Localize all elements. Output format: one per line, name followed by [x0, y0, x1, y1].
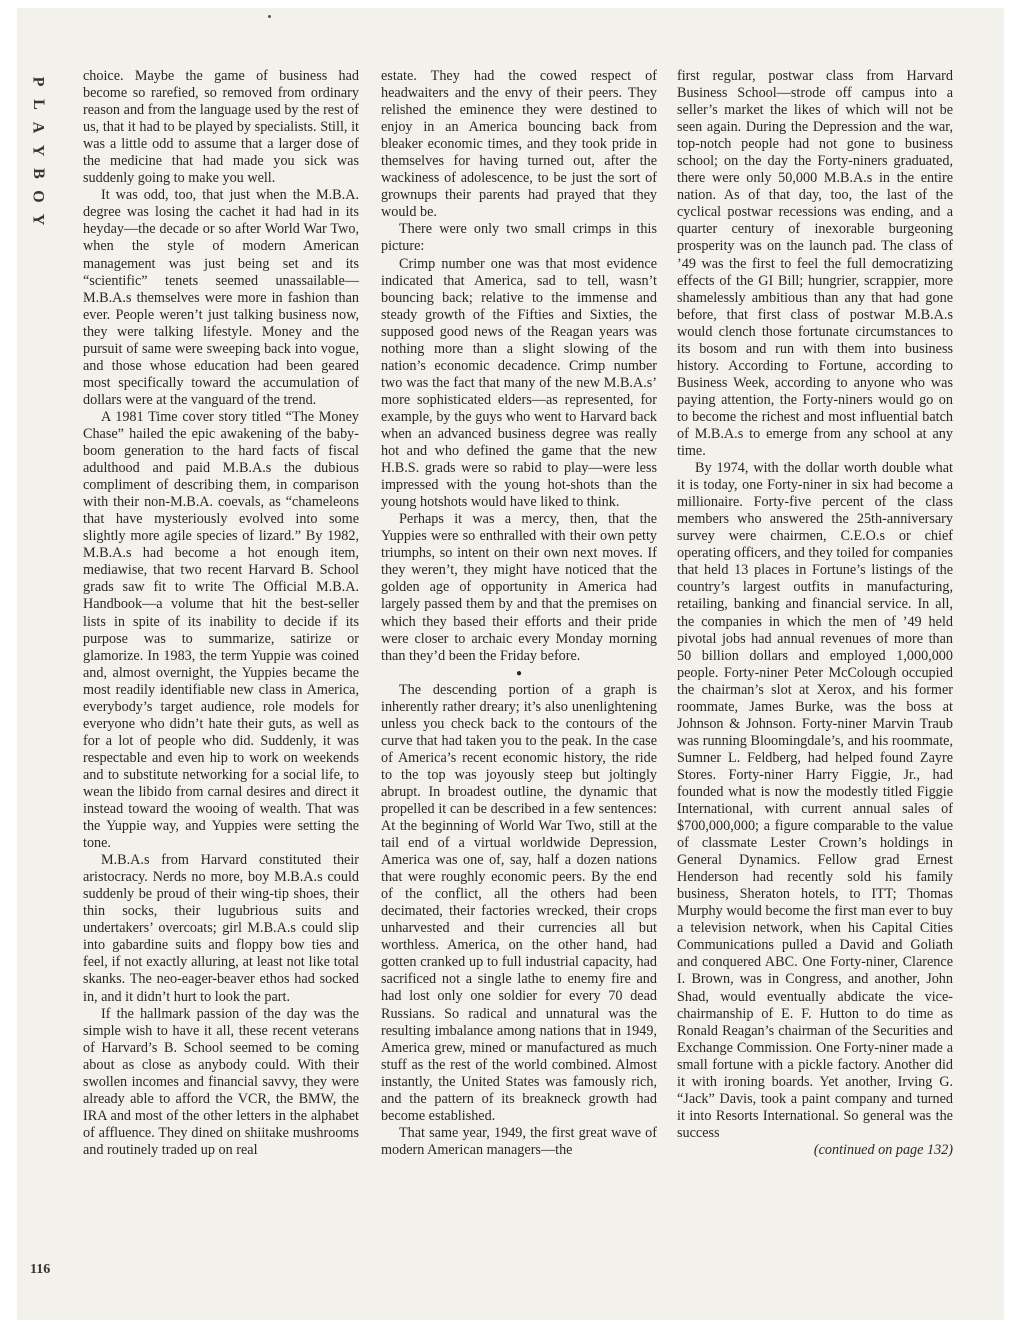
running-head-letter: L	[29, 99, 47, 110]
running-head-letter: Y	[29, 213, 47, 226]
paragraph: M.B.A.s from Harvard constituted their aristocracy. Nerds no more, boy M.B.A.s could suddenly be proud of their wing-tip shoes, their thin socks, their lugubrious suits and undertakers’ overcoats; girl M.B.A.s could slip into gabardine suits and floppy bow ties and feel, if not exactly alluring, at least not like total skanks. The neo-eager-beaver ethos had socked in, and it didn’t hurt to look the part.	[83, 852, 359, 1005]
paragraph: By 1974, with the dollar worth double what it is today, one Forty-niner in six had become a millionaire. Forty-five percent of the class members who answered the 25th-anniversary survey were chairmen, C.E.O.s or chief operating officers, and they toiled for companies that held 13 places in Fortune’s listings of the country’s largest outfits in manufacturing, retailing, banking and financial service. In all, the companies in which the men of ’49 held pivotal jobs had annual revenues of more than 50 billion dollars and employed 1,000,000 people. Forty-niner Peter McColough occupied the chairman’s slot at Xerox, and his former roommate, James Burke, was the boss at Johnson & Johnson. Forty-niner Marvin Traub was running Bloomingdale’s, and his roommate, Sumner L. Feldberg, had helped found Zayre Stores. Forty-niner Harry Figgie, Jr., had founded what is now the modestly titled Figgie International, with current annual sales of $700,000,000; a figure comparable to the value of classmate Lester Crown’s holdings in General Dynamics. Fellow grad Ernest Henderson had recently sold his family business, Sheraton hotels, to ITT; Thomas Murphy would become the first man ever to buy a television network, when his Capital Cities Communications pulled a David and Goliath and conquered ABC. One Forty-niner, Clarence I. Brown, was in Congress, and another, John Shad, would eventually abdicate the vice-chairmanship of E. F. Hutton to do time as Ronald Reagan’s chairman of the Securities and Exchange Commission. One Forty-niner made a small fortune with a pickle factory. Another did it with ironing boards. Yet another, Irving G. “Jack” Davis, took a paint company and turned it into Resorts International. So general was the success	[677, 460, 953, 1141]
running-head	[27, 70, 49, 231]
section-break: ●	[515, 667, 523, 679]
paragraph: The descending portion of a graph is inherently rather dreary; it’s also unenlightening unless you check back to the contours of the curve that had taken you to the peak. In the case of America’s recent economic history, the ride to the top was joyously steep but joltingly abrupt. In broadest outline, the dynamic that propelled it can be described in a few sentences: At the beginning of World War Two, still at the tail end of a virtual worldwide Depression, America was one of, say, half a dozen nations that were roughly economic peers. By the end of the conflict, all the others had been decimated, their factories wrecked, their crops unharvested and their currencies all but worthless. America, on the other hand, had gotten cranked up to full industrial capacity, had sacrificed not a single lathe to enemy fire and had lost only one soldier for every 70 dead Russians. So radical and unnatural was the resulting imbalance among nations that in 1949, America grew, mined or manufactured as much stuff as the rest of the world combined. Almost instantly, the United States was famously rich, and the pattern of its breakneck growth had become established.	[381, 681, 657, 1124]
paragraph: choice. Maybe the game of business had become so rarefied, so removed from ordinary reason and from the language used by the rest of us, that it had to be played by specialists. Still, it was a little odd to assume that a larger dose of the medicine that had made you sick was suddenly going to make you well.	[83, 68, 359, 187]
running-head-letter: A	[29, 121, 47, 134]
continued-line: (continued on page 132)	[813, 1141, 953, 1158]
text-column-3	[677, 68, 953, 1159]
running-head-letter: B	[29, 168, 47, 179]
text-column-2	[381, 68, 657, 1159]
paragraph: estate. They had the cowed respect of headwaiters and the envy of their peers. They relished the eminence they were destined to enjoy in an America bouncing back from bleaker economic times, and they took pride in themselves for having turned out, after the wackiness of adolescence, to be just the sort of grownups their parents had prayed that they would be.	[381, 68, 657, 221]
paragraph: That same year, 1949, the first great wave of modern American managers—the	[381, 1124, 657, 1158]
page-number: 116	[30, 1262, 51, 1277]
paragraph: It was odd, too, that just when the M.B.A. degree was losing the cachet it had had in its heyday—the decade or so after World War Two, when the style of modern American management was just being set and its “scientific” tenets seemed unassailable—M.B.A.s themselves were more in fashion than ever. People weren’t just talking business now, they were talking lifestyle. Money and the pursuit of same were sweeping back into vogue, and those whose education had been geared most specifically toward the accumulation of dollars were at the vanguard of the trend.	[83, 187, 359, 408]
running-head-letter: Y	[29, 144, 47, 157]
paragraph: There were only two small crimps in this picture:	[381, 221, 657, 255]
print-speck	[268, 15, 271, 18]
paragraph: If the hallmark passion of the day was the simple wish to have it all, these recent veterans of Harvard’s B. School seemed to be coming about as close as anybody could. With their swollen incomes and financial savvy, they were already able to afford the VCR, the BMW, the IRA and most of the other letters in the alphabet of affluence. They dined on shiitake mushrooms and routinely traded up on real	[83, 1005, 359, 1158]
paragraph: Crimp number one was that most evidence indicated that America, sad to tell, wasn’t bouncing back; relative to the immense and steady growth of the Fifties and Sixties, the supposed good news of the Reagan years was nothing more than a slight slowing of the nation’s economic decadence. Crimp number two was the fact that many of the new M.B.A.s’ more sophisticated elders—as represented, for example, by the guys who went to Harvard back when an advanced business degree was really hot and who defined the game that the new H.B.S. grads were so rabid to play—were less impressed with the young hot-shots than the young hotshots would have liked to think.	[381, 255, 657, 511]
running-head-letter: O	[29, 190, 47, 203]
paragraph: A 1981 Time cover story titled “The Money Chase” hailed the epic awakening of the baby-boom generation to the hard facts of fiscal adulthood and paid M.B.A.s the dubious compliment of describing them, in comparison with their non-M.B.A. coevals, as “chameleons that have mysteriously evolved into some slightly more agile species of lizard.” By 1982, M.B.A.s had become a hot enough item, mediawise, that two recent Harvard B. School grads saw fit to write The Official M.B.A. Handbook—a volume that hit the best-seller lists in spite of its inability to decide if its purpose was to summarize, satirize or glamorize. In 1983, the term Yuppie was coined and, almost overnight, the Yuppies became the most readily identifiable new class in America, everybody’s target audience, role models for everyone who didn’t hate their guts, as well as for a lot of people who did. Suddenly, it was respectable and even hip to work on weekends and to substitute networking for a social life, to wean the libido from carnal desires and direct it instead toward the wooing of wealth. That was the Yuppie way, and Yuppies were setting the tone.	[83, 408, 359, 852]
paragraph: first regular, postwar class from Harvard Business School—strode off campus into a seller’s market the likes of which will not be seen again. During the Depression and the war, top-notch people had not gone to business school; on the day the Forty-niners graduated, there were only 50,000 M.B.A.s in the entire nation. As of that day, too, the last of the cyclical postwar recessions was ending, and a quarter century of inexorable burgeoning prosperity was on the launch pad. The class of ’49 was the first to feel the full democratizing effects of the GI Bill; hungrier, scrappier, more shamelessly ambitious than any that had gone before, that first class of postwar M.B.A.s would clench those fortunate circumstances to its bosom and run with them into business history. According to Fortune, according to Business Week, according to anyone who was paying attention, the Forty-niners would go on to become the richest and most influential batch of M.B.A.s to emerge from any school at any time.	[677, 68, 953, 460]
paragraph: Perhaps it was a mercy, then, that the Yuppies were so enthralled with their own petty triumphs, so intent on their own next moves. If they weren’t, they might have noticed that the golden age of opportunity in America had largely passed them by and that the premises on which they based their efforts and their pride were closer to archaic every Monday morning than they’d been the Friday before.	[381, 511, 657, 664]
running-head-letter: P	[29, 76, 47, 87]
text-column-1	[83, 68, 359, 1159]
